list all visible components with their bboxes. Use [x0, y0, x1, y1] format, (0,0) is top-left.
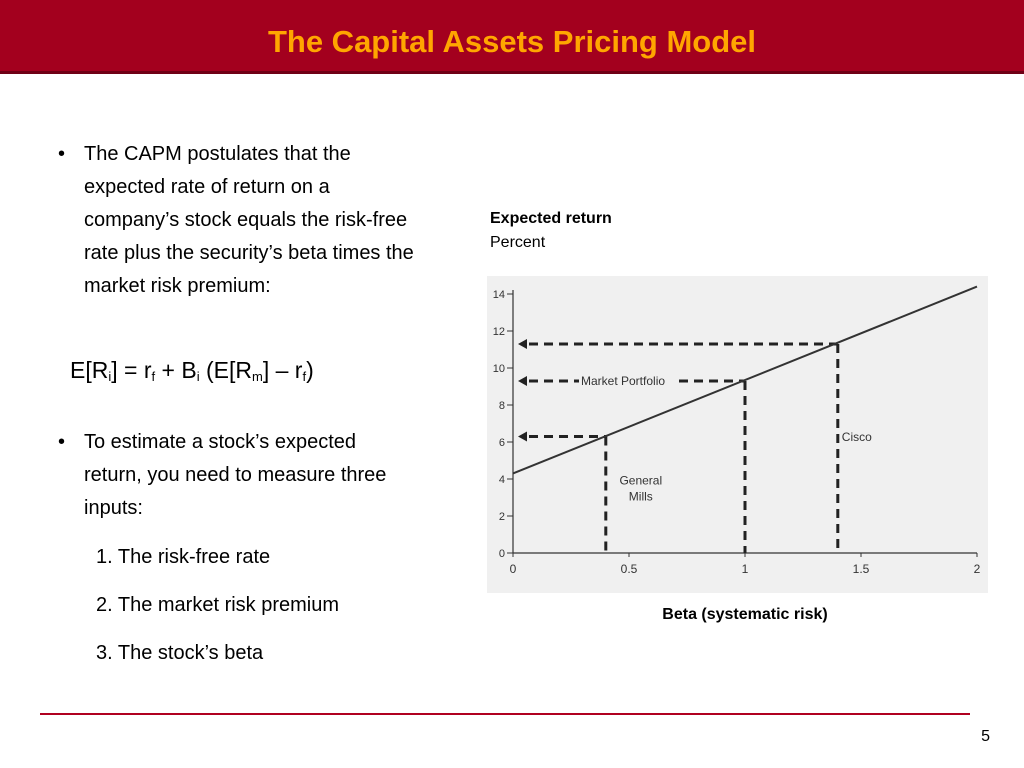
bullet-text: The CAPM postulates that the expected rate of return on a company’s stock equals the risk-free rate plus the security’s beta times the market risk premium: — [84, 143, 414, 297]
page-number: 5 — [981, 728, 990, 745]
formula-part: E[R — [70, 357, 109, 383]
x-tick-label: 1.5 — [852, 562, 870, 576]
formula-part: + B — [155, 357, 197, 383]
capm-formula — [70, 352, 314, 395]
y-tick-label: 4 — [498, 474, 505, 486]
slide-title: The Capital Assets Pricing Model — [267, 24, 757, 59]
chart-y-label — [490, 207, 612, 255]
formula-subscript: i — [196, 369, 200, 384]
formula-subscript: f — [302, 369, 307, 384]
bullet-marker: • — [58, 143, 66, 165]
point-label-general: General — [619, 473, 663, 488]
point-label-mills: Mills — [628, 489, 653, 504]
y-tick-label: 6 — [498, 437, 505, 449]
point-label-cisco: Cisco — [841, 429, 872, 444]
y-tick-label: 2 — [498, 511, 505, 523]
y-tick-label: 10 — [492, 363, 505, 375]
arrow-head — [518, 339, 527, 349]
bullet-marker: • — [58, 431, 66, 453]
x-tick-label: 0.5 — [620, 562, 638, 576]
footer-rule — [40, 713, 970, 715]
input-item-market-risk-premium: 2. The market risk premium — [96, 594, 340, 616]
x-tick-label: 0 — [509, 562, 517, 576]
arrow-head — [518, 376, 527, 386]
formula-part: (E[R — [199, 357, 252, 383]
formula-part: ] = r — [111, 357, 152, 383]
title-bar — [0, 0, 1024, 74]
x-tick-label: 1 — [741, 562, 749, 576]
x-tick-label: 2 — [973, 562, 981, 576]
formula-part: ) — [306, 357, 314, 383]
bullet-text: To estimate a stock’s expected return, you need to measure three inputs: — [84, 431, 387, 519]
y-tick-label: 0 — [498, 548, 505, 560]
formula-subscript: m — [251, 369, 263, 384]
input-item-stock-beta: 3. The stock’s beta — [96, 642, 264, 664]
point-label-market-portfolio: Market Portfolio — [581, 373, 666, 388]
y-tick-label: 14 — [492, 289, 505, 301]
arrow-head — [518, 431, 527, 441]
y-axis-title: Expected return — [490, 210, 612, 227]
input-item-risk-free-rate: 1. The risk-free rate — [96, 546, 271, 568]
x-axis-title: Beta (systematic risk) — [662, 606, 828, 623]
y-tick-label: 12 — [492, 326, 505, 338]
bullet-capm-definition — [58, 138, 428, 308]
chart-panel — [487, 276, 988, 593]
capm-chart — [487, 276, 988, 593]
formula-subscript: f — [151, 369, 156, 384]
formula-part: ] – r — [262, 357, 303, 383]
bullet-estimate-inputs — [58, 426, 418, 526]
y-tick-label: 8 — [498, 400, 505, 412]
y-axis-unit: Percent — [490, 234, 546, 251]
formula-subscript: i — [108, 369, 112, 384]
